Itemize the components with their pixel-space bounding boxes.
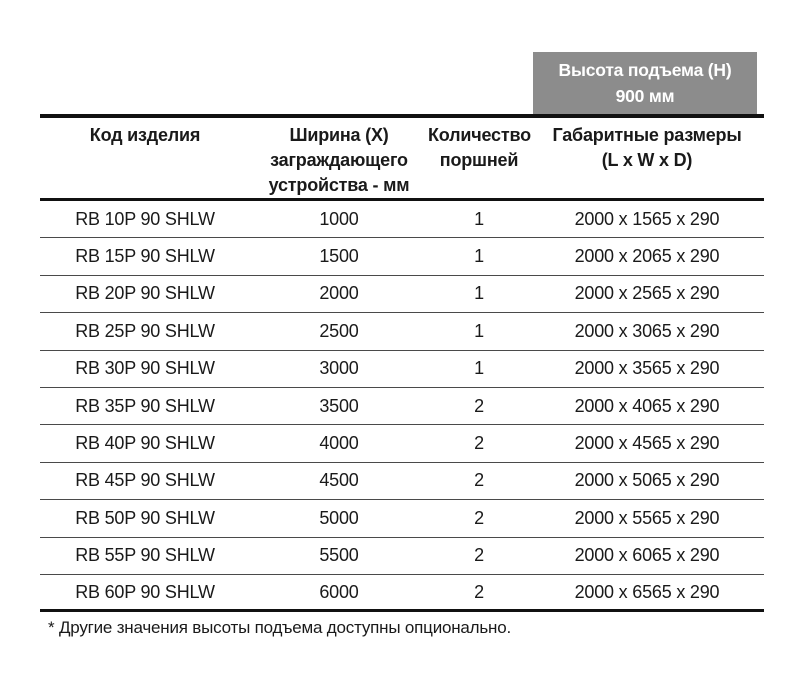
cell-width: 5500 [319, 545, 359, 566]
table-row [40, 388, 764, 425]
column-header-line: Ширина (X) [289, 125, 389, 145]
cell-dimensions: 2000 x 3065 x 290 [574, 320, 720, 341]
column-header-line: (L x W x D) [601, 150, 693, 170]
cell-code: RB 15P 90 SHLW [75, 246, 215, 267]
cell-pistons: 1 [474, 358, 484, 379]
cell-pistons: 2 [474, 395, 484, 416]
cell-pistons: 1 [474, 246, 484, 267]
column-header-line: поршней [439, 150, 519, 170]
table-row [40, 500, 764, 537]
cell-code: RB 30P 90 SHLW [75, 358, 215, 379]
cell-pistons: 2 [474, 545, 484, 566]
column-header-line: устройства - мм [268, 175, 410, 195]
cell-width: 4500 [319, 470, 359, 491]
column-header-barrier-width [250, 118, 428, 198]
cell-pistons: 2 [474, 470, 484, 491]
table-row [40, 463, 764, 500]
cell-pistons: 2 [474, 507, 484, 528]
column-header-line: заграждающего [270, 150, 408, 170]
table-row [40, 538, 764, 575]
cell-dimensions: 2000 x 5065 x 290 [574, 470, 720, 491]
cell-code: RB 10P 90 SHLW [75, 208, 215, 229]
column-header-product-code [40, 118, 250, 198]
cell-pistons: 1 [474, 283, 484, 304]
cell-code: RB 35P 90 SHLW [75, 395, 215, 416]
cell-width: 2000 [319, 283, 359, 304]
cell-dimensions: 2000 x 4065 x 290 [574, 395, 720, 416]
cell-pistons: 2 [474, 581, 484, 602]
table-row [40, 351, 764, 388]
cell-code: RB 50P 90 SHLW [75, 507, 215, 528]
lift-height-callout [533, 52, 757, 114]
table-row [40, 313, 764, 350]
cell-pistons: 1 [474, 208, 484, 229]
cell-dimensions: 2000 x 6065 x 290 [574, 545, 720, 566]
column-header-line: Габаритные размеры [552, 125, 742, 145]
column-header-line: Код изделия [89, 125, 201, 145]
table-row [40, 575, 764, 612]
cell-code: RB 60P 90 SHLW [75, 581, 215, 602]
cell-pistons: 2 [474, 433, 484, 454]
cell-width: 1500 [319, 246, 359, 267]
cell-dimensions: 2000 x 2565 x 290 [574, 283, 720, 304]
cell-width: 3000 [319, 358, 359, 379]
cell-dimensions: 2000 x 3565 x 290 [574, 358, 720, 379]
cell-width: 6000 [319, 581, 359, 602]
cell-dimensions: 2000 x 4565 x 290 [574, 433, 720, 454]
cell-dimensions: 2000 x 2065 x 290 [574, 246, 720, 267]
column-header-piston-count [428, 118, 530, 198]
cell-width: 4000 [319, 433, 359, 454]
table-header-row [40, 118, 764, 201]
cell-code: RB 45P 90 SHLW [75, 470, 215, 491]
footnote: * Другие значения высоты подъема доступны опционально. [48, 618, 512, 637]
table-row [40, 276, 764, 313]
table-row [40, 201, 764, 238]
table-row [40, 425, 764, 462]
cell-width: 2500 [319, 320, 359, 341]
cell-code: RB 25P 90 SHLW [75, 320, 215, 341]
cell-width: 3500 [319, 395, 359, 416]
cell-dimensions: 2000 x 6565 x 290 [574, 581, 720, 602]
cell-pistons: 1 [474, 320, 484, 341]
product-spec-table [40, 114, 764, 612]
cell-width: 5000 [319, 507, 359, 528]
cell-code: RB 40P 90 SHLW [75, 433, 215, 454]
cell-dimensions: 2000 x 1565 x 290 [574, 208, 720, 229]
cell-width: 1000 [319, 208, 359, 229]
lift-height-value: 900 мм [615, 86, 675, 106]
column-header-line: Количество [428, 125, 531, 145]
cell-dimensions: 2000 x 5565 x 290 [574, 507, 720, 528]
table-body [40, 201, 764, 612]
cell-code: RB 20P 90 SHLW [75, 283, 215, 304]
cell-code: RB 55P 90 SHLW [75, 545, 215, 566]
lift-height-label: Высота подъема (H) [558, 60, 732, 80]
column-header-overall-dimensions [530, 118, 764, 198]
table-row [40, 238, 764, 275]
